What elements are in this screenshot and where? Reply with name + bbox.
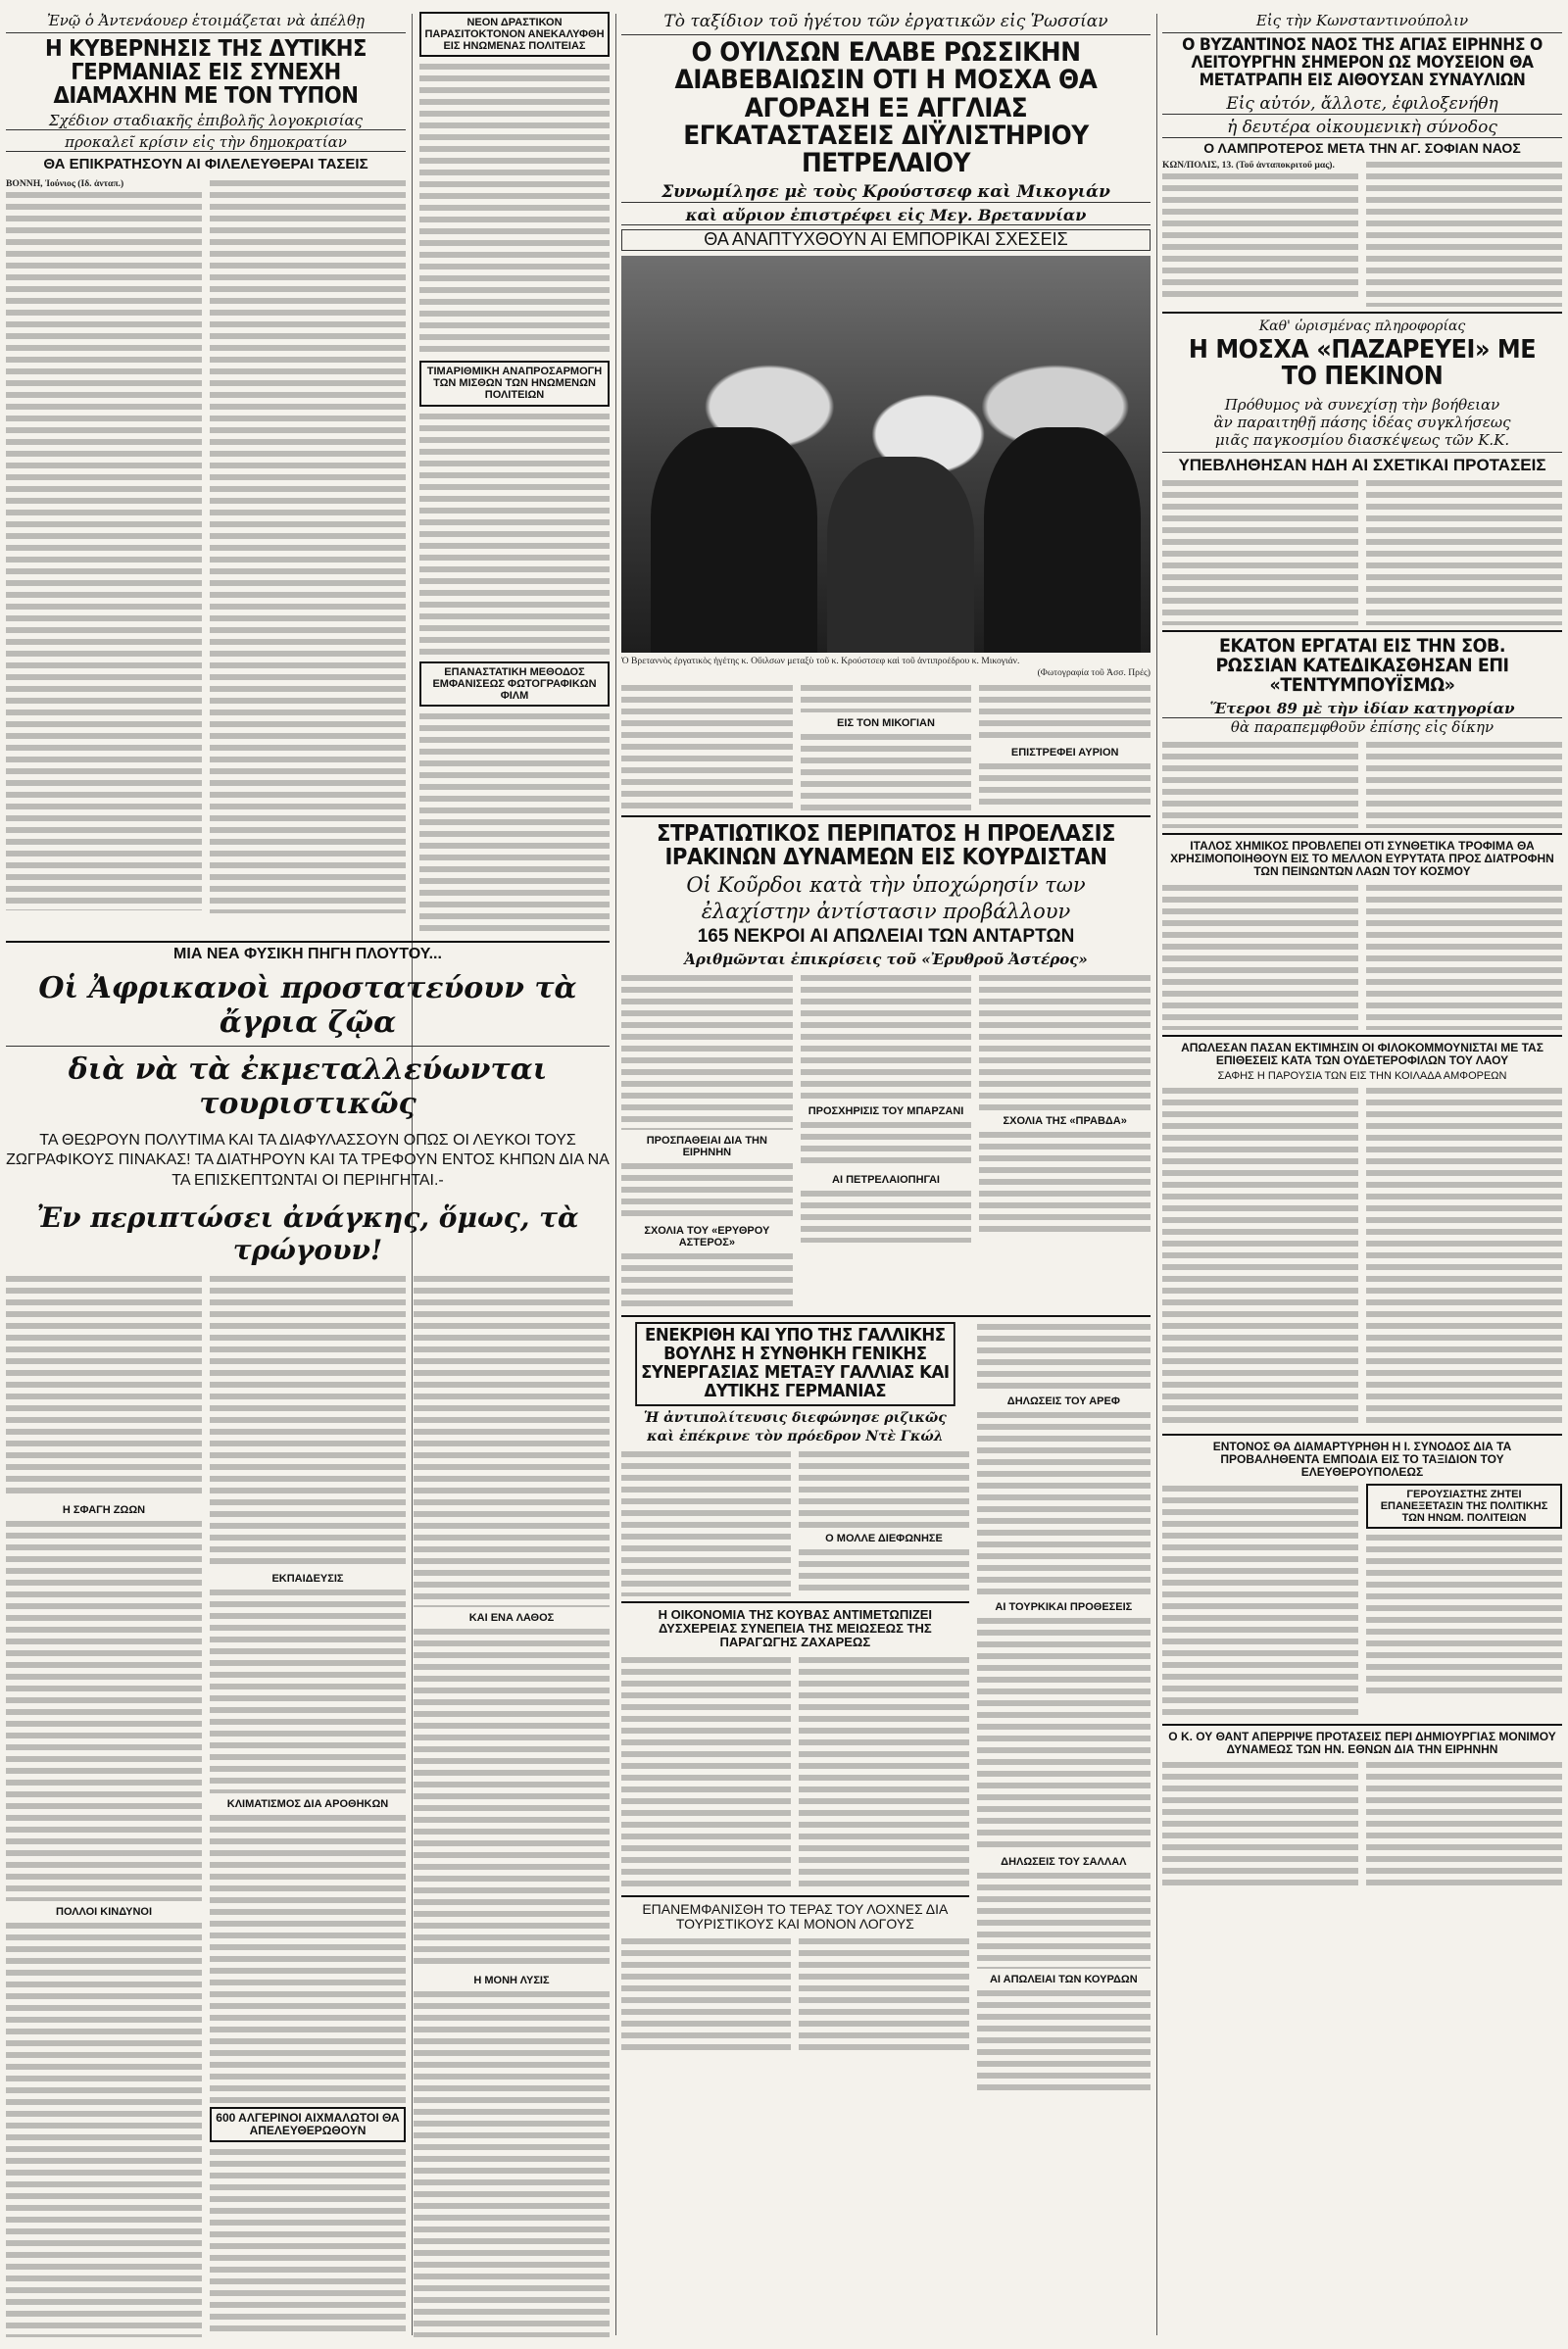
column-rule bbox=[615, 14, 616, 2335]
article-text bbox=[799, 1449, 968, 1528]
article-text bbox=[799, 1655, 968, 1890]
article-text bbox=[1162, 1484, 1358, 1719]
subheadline: ἐλαχίστην ἀντίστασιν προβάλλουν bbox=[701, 900, 1071, 924]
africa-article bbox=[6, 941, 610, 2337]
headline: ΕΝΕΚΡΙΘΗ ΚΑΙ ΥΠΟ ΤΗΣ ΓΑΛΛΙΚΗΣ ΒΟΥΛΗΣ Η ΣΥΝΘΗΚΗ ΓΕΝΙΚΗΣ ΣΥΝΕΡΓΑΣΙΑΣ ΜΕΤΑΞΥ ΓΑΛΛΙΑΣ ΚΑΙ ΔΥΤΙΚΗΣ ΓΕΡΜΑΝΙΑΣ bbox=[635, 1322, 955, 1406]
brief-headline: 600 ΑΛΓΕΡΙΝΟΙ ΑΙΧΜΑΛΩΤΟΙ ΘΑ ΑΠΕΛΕΥΘΕΡΩΘΟΥΝ bbox=[216, 2110, 400, 2138]
article-text bbox=[799, 1936, 968, 2054]
headline: διὰ νὰ τὰ ἐκμεταλλεύωνται τουριστικῶς bbox=[68, 1052, 548, 1121]
headline: ΣΤΡΑΤΙΩΤΙΚΟΣ ΠΕΡΙΠΑΤΟΣ Η ΠΡΟΕΛΑΣΙΣ ΙΡΑΚΙΝΩΝ ΔΥΝΑΜΕΩΝ ΕΙΣ ΚΟΥΡΔΙΣΤΑΝ bbox=[656, 820, 1116, 871]
brief-headline: ΓΕΡΟΥΣΙΑΣΤΗΣ ΖΗΤΕΙ ΕΠΑΝΕΞΕΤΑΣΙΝ ΤΗΣ ΠΟΛΙΤΙΚΗΣ ΤΩΝ ΗΝΩΜ. ΠΟΛΙΤΕΙΩΝ bbox=[1380, 1488, 1548, 1524]
brief-box bbox=[419, 12, 610, 57]
subheadline: ΣΑΦΗΣ Η ΠΑΡΟΥΣΙΑ ΤΩΝ ΕΙΣ ΤΗΝ ΚΟΙΛΑΔΑ ΑΜΦΟΡΕΩΝ bbox=[1217, 1069, 1507, 1082]
section-subhead: ΠΟΛΛΟΙ ΚΙΝΔΥΝΟΙ bbox=[56, 1905, 152, 1918]
article-text bbox=[414, 1989, 610, 2337]
article-text bbox=[6, 1921, 202, 2337]
section-subhead: ΣΧΟΛΙΑ ΤΟΥ «ΕΡΥΘΡΟΥ ΑΣΤΕΡΟΣ» bbox=[644, 1225, 770, 1249]
dateline: ΒΟΝΝΗ, Ἰούνιος (Ιδ. ἀνταπ.) bbox=[6, 177, 124, 189]
article-text bbox=[977, 1410, 1151, 1596]
article-text bbox=[1366, 883, 1562, 1030]
article-text bbox=[801, 973, 972, 1101]
headline: Η ΟΙΚΟΝΟΜΙΑ ΤΗΣ ΚΟΥΒΑΣ ΑΝΤΙΜΕΤΩΠΙΖΕΙ ΔΥΣΧΕΡΕΙΑΣ ΣΥΝΕΠΕΙΑ ΤΗΣ ΜΕΙΩΣΕΩΣ ΤΗΣ ΠΑΡΑΓΩΓΗΣ ΖΑΧΑΡΕΩΣ bbox=[658, 1606, 933, 1650]
headline: Ο Κ. ΟΥ ΘΑΝΤ ΑΠΕΡΡΙΨΕ ΠΡΟΤΑΣΕΙΣ ΠΕΡΙ ΔΗΜΙΟΥΡΓΙΑΣ ΜΟΝΙΜΟΥ ΔΥΝΑΜΕΩΣ ΤΩΝ ΗΝ. ΕΘΝΩΝ ΔΙΑ ΤΗΝ ΕΙΡΗΝΗΝ bbox=[1168, 1729, 1556, 1756]
article-text bbox=[801, 683, 972, 712]
section-subhead: ΑΙ ΤΟΥΡΚΙΚΑΙ ΠΡΟΘΕΣΕΙΣ bbox=[995, 1601, 1133, 1614]
strapline: ΜΙΑ ΝΕΑ ΦΥΣΙΚΗ ΠΗΓΗ ΠΛΟΥΤΟΥ... bbox=[6, 941, 610, 963]
section-subhead: ΚΑΙ ΕΝΑ ΛΑΘΟΣ bbox=[468, 1611, 555, 1624]
article-text bbox=[801, 732, 972, 810]
headline: ΕΝΤΟΝΟΣ ΘΑ ΔΙΑΜΑΡΤΥΡΗΘΗ Η Ι. ΣΥΝΟΔΟΣ ΔΙΑ ΤΑ ΠΡΟΒΑΛΗΘΕΝΤΑ ΕΜΠΟΔΙΑ ΕΙΣ ΤΟ ΤΑΞΙΔΙΟΝ ΤΟΥ ΕΛΕΥΘΕΡΟΥΠΟΛΕΩΣ bbox=[1212, 1440, 1512, 1480]
section-subhead: ΠΡΟΣΧΗΡΙΣΙΣ ΤΟΥ ΜΠΑΡΖΑΝΙ bbox=[808, 1105, 964, 1118]
article-text bbox=[621, 1449, 791, 1596]
subheadline: 165 ΝΕΚΡΟΙ ΑΙ ΑΠΩΛΕΙΑΙ ΤΩΝ ΑΝΤΑΡΤΩΝ bbox=[697, 926, 1075, 948]
section-subhead: ΕΠΙΣΤΡΕΦΕΙ ΑΥΡΙΟΝ bbox=[1010, 746, 1119, 759]
section-subhead: Η ΣΦΑΓΗ ΖΩΩΝ bbox=[62, 1503, 146, 1516]
subheadline: Ο ΛΑΜΠΡΟΤΕΡΟΣ ΜΕΤΑ ΤΗΝ ΑΓ. ΣΟΦΙΑΝ ΝΑΟΣ bbox=[1203, 139, 1521, 156]
article-text bbox=[979, 1130, 1151, 1238]
article-text bbox=[1366, 160, 1562, 307]
subheadline: Εἰς αὐτόν, ἄλλοτε, ἐφιλοξενήθη bbox=[1162, 94, 1562, 115]
article-text bbox=[414, 1627, 610, 1970]
subheadline: Συνωμίλησε μὲ τοὺς Κρούστσεφ καὶ Μικογιάν bbox=[621, 182, 1151, 203]
section-subhead: ΠΡΟΣΠΑΘΕΙΑΙ ΔΙΑ ΤΗΝ ΕΙΡΗΝΗΝ bbox=[646, 1135, 767, 1159]
article-text bbox=[6, 1519, 202, 1901]
article-text bbox=[801, 1189, 972, 1243]
kicker: Καθ' ὡρισμένας πληροφορίας bbox=[1258, 318, 1466, 334]
article-text bbox=[210, 178, 406, 913]
deck: ΤΑ ΘΕΩΡΟΥΝ ΠΟΛΥΤΙΜΑ ΚΑΙ ΤΑ ΔΙΑΦΥΛΑΣΣΟΥΝ ΟΠΩΣ ΟΙ ΛΕΥΚΟΙ ΤΟΥΣ ΖΩΓΡΑΦΙΚΟΥΣ ΠΙΝΑΚΑΣ! ΤΑ ΔΙΑΤΗΡΟΥΝ ΚΑΙ ΤΑ ΤΡΕΦΟΥΝ ΕΝΤΟΣ ΚΗΠΩΝ ΔΙΑ ΝΑ ΤΑ ΕΠΙΣΚΕΠΤΩΝΤΑΙ ΟΙ ΠΕΡΙΗΓΗΤΑΙ.- bbox=[6, 1131, 610, 1190]
column-rule bbox=[1156, 14, 1157, 2335]
article-text bbox=[979, 973, 1151, 1110]
germany-article bbox=[6, 12, 406, 938]
article-text bbox=[210, 2147, 406, 2337]
dateline: ΚΩΝ/ΠΟΛΙΣ, 13. (Τοῦ ἀνταποκριτοῦ μας). bbox=[1162, 159, 1335, 171]
headline: ΕΚΑΤΟΝ ΕΡΓΑΤΑΙ ΕΙΣ ΤΗΝ ΣΟΒ. ΡΩΣΣΙΑΝ ΚΑΤΕΔΙΚΑΣΘΗΣΑΝ ΕΠΙ «ΤΕΝΤΥΜΠΟΥΪΣΜΩ» bbox=[1215, 635, 1509, 697]
headline: Οἱ Ἀφρικανοὶ προστατεύουν τὰ ἄγρια ζῷα bbox=[6, 971, 610, 1047]
article-text bbox=[977, 1988, 1151, 2091]
section-subhead: ΣΧΟΛΙΑ ΤΗΣ «ΠΡΑΒΔΑ» bbox=[1003, 1115, 1127, 1128]
subheadline: ΥΠΕΒΛΗΘΗΣΑΝ ΗΔΗ ΑΙ ΣΧΕΤΙΚΑΙ ΠΡΟΤΑΣΕΙΣ bbox=[1178, 455, 1546, 474]
brief-box bbox=[419, 361, 610, 406]
subheadline: ἡ δευτέρα οἰκουμενικὴ σύνοδος bbox=[1162, 118, 1562, 138]
section-subhead: ΚΛΙΜΑΤΙΣΜΟΣ ΔΙΑ ΑΡΟΘΗΚΩΝ bbox=[226, 1797, 389, 1810]
headline: ΕΠΑΝΕΜΦΑΝΙΣΘΗ ΤΟ ΤΕΡΑΣ ΤΟΥ ΛΟΧΝΕΣ ΔΙΑ ΤΟΥΡΙΣΤΙΚΟΥΣ ΚΑΙ ΜΟΝΟΝ ΛΟΓΟΥΣ bbox=[642, 1900, 949, 1932]
center-section bbox=[621, 12, 1151, 2337]
news-photo bbox=[621, 256, 1151, 653]
photo-credit: (Φωτογραφία τοῦ Ἀσσ. Πρές) bbox=[1037, 666, 1151, 678]
subheadline: Ἀριθμῶνται ἐπικρίσεις τοῦ «Ἐρυθροῦ Ἀστέρος» bbox=[684, 951, 1088, 969]
article-text bbox=[621, 1161, 793, 1220]
kicker: Εἰς τὴν Κωνσταντινούπολιν bbox=[1162, 12, 1562, 33]
article-text bbox=[1162, 478, 1358, 625]
subheadline: μιᾶς παγκοσμίου διασκέψεως τῶν Κ.Κ. bbox=[1162, 431, 1562, 453]
article-text bbox=[977, 1871, 1151, 1969]
section-subhead: ΔΗΛΩΣΕΙΣ ΤΟΥ ΑΡΕΦ bbox=[1006, 1395, 1120, 1408]
article-text bbox=[6, 190, 202, 910]
article-text bbox=[977, 1616, 1151, 1851]
headline: Ο ΟΥΙΛΣΩΝ ΕΛΑΒΕ ΡΩΣΣΙΚΗΝ ΔΙΑΒΕΒΑΙΩΣΙΝ ΟΤΙ Η ΜΟΣΧΑ ΘΑ ΑΓΟΡΑΣΗ ΕΞ ΑΓΓΛΙΑΣ ΕΓΚΑΤΑΣΤΑΣΕΙΣ ΔΙΫΛΙΣΤΗΡΙΟΥ ΠΕΤΡΕΛΑΙΟΥ bbox=[674, 37, 1098, 179]
brief-box bbox=[210, 2107, 406, 2142]
article-text bbox=[1162, 883, 1358, 1030]
article-text bbox=[1366, 740, 1562, 828]
subheadline: ΘΑ ΑΝΑΠΤΥΧΘΟΥΝ ΑΙ ΕΜΠΟΡΙΚΑΙ ΣΧΕΣΕΙΣ bbox=[621, 229, 1151, 251]
article-text bbox=[210, 1274, 406, 1568]
article-text bbox=[1162, 740, 1358, 828]
article-text bbox=[621, 1251, 793, 1310]
subheadline: Πρόθυμος νὰ συνεχίσῃ τὴν βοήθειαν bbox=[1224, 395, 1500, 414]
kicker: Ἐνῷ ὁ Ἀντενάουερ ἑτοιμάζεται νὰ ἀπέλθῃ bbox=[6, 12, 406, 33]
section-heading: ΘΑ ΕΠΙΚΡΑΤΗΣΟΥΝ ΑΙ ΦΙΛΕΛΕΥΘΕΡΑΙ ΤΑΣΕΙΣ bbox=[43, 156, 368, 173]
right-column bbox=[1162, 12, 1562, 2337]
article-text bbox=[210, 1588, 406, 1793]
article-text bbox=[979, 761, 1151, 810]
brief-headline: ΕΠΑΝΑΣΤΑΤΙΚΗ ΜΕΘΟΔΟΣ ΕΜΦΑΝΙΣΕΩΣ ΦΩΤΟΓΡΑΦΙΚΩΝ ΦΙΛΜ bbox=[432, 665, 597, 702]
headline: Ο ΒΥΖΑΝΤΙΝΟΣ ΝΑΟΣ ΤΗΣ ΑΓΙΑΣ ΕΙΡΗΝΗΣ Ο ΛΕΙΤΟΥΡΓΗΝ ΣΗΜΕΡΟΝ ΩΣ ΜΟΥΣΕΙΟΝ ΘΑ ΜΕΤΑΤΡΑΠΗ ΕΙΣ ΑΙΘΟΥΣΑΝ ΣΥΝΑΥΛΙΩΝ bbox=[1182, 35, 1543, 90]
article-text bbox=[1366, 478, 1562, 625]
article-text bbox=[1162, 171, 1358, 299]
brief-box bbox=[1366, 1484, 1562, 1529]
section-subhead: Ο ΜΟΛΛΕ ΔΙΕΦΩΝΗΣΕ bbox=[825, 1532, 943, 1544]
headline: Ἐν περιπτώσει ἀνάγκης, ὅμως, τὰ τρώγουν! bbox=[36, 1200, 579, 1266]
article-text bbox=[1162, 1760, 1358, 1887]
article-text bbox=[799, 1547, 968, 1596]
subheadline: προκαλεῖ κρίσιν εἰς τὴν δημοκρατίαν bbox=[6, 133, 406, 152]
section-subhead: ΑΙ ΠΕΤΡΕΛΑΙΟΠΗΓΑΙ bbox=[832, 1174, 940, 1187]
section-subhead: ΕΙΣ ΤΟΝ ΜΙΚΟΓΙΑΝ bbox=[837, 716, 935, 729]
subheadline: θὰ παραπεμφθοῦν ἐπίσης εἰς δίκην bbox=[1162, 717, 1562, 736]
subheadline: καὶ ἐπέκρινε τὸν πρόεδρον Ντὲ Γκώλ bbox=[647, 1428, 944, 1444]
article-text bbox=[419, 412, 610, 657]
article-text bbox=[1366, 1533, 1562, 1699]
headline: Η ΜΟΣΧΑ «ΠΑΖΑΡΕΥΕΙ» ΜΕ ΤΟ ΠΕΚΙΝΟΝ bbox=[1188, 334, 1537, 392]
article-text bbox=[6, 1274, 202, 1499]
section-subhead: ΑΙ ΑΠΩΛΕΙΑΙ ΤΩΝ ΚΟΥΡΔΩΝ bbox=[989, 1974, 1138, 1986]
article-text bbox=[210, 1813, 406, 2107]
article-text bbox=[414, 1274, 610, 1607]
brief-box bbox=[419, 661, 610, 707]
brief-headline: ΝΕΟΝ ΔΡΑΣΤΙΚΟΝ ΠΑΡΑΣΙΤΟΚΤΟΝΟΝ ΑΝΕΚΑΛΥΦΘΗ ΕΙΣ ΗΝΩΜΕΝΑΣ ΠΟΛΙΤΕΙΑΣ bbox=[424, 17, 605, 53]
article-text bbox=[977, 1322, 1151, 1391]
subheadline: ἂν παραιτηθῇ πάσης ἰδέας συγκλήσεως bbox=[1213, 413, 1511, 431]
section-subhead: ΕΚΠΑΙΔΕΥΣΙΣ bbox=[271, 1572, 344, 1585]
subheadline: καὶ αὔριον ἐπιστρέφει εἰς Μεγ. Βρεταννίαν bbox=[621, 206, 1151, 225]
kicker: Τὸ ταξίδιον τοῦ ἡγέτου τῶν ἐργατικῶν εἰς Ῥωσσίαν bbox=[621, 12, 1151, 35]
article-text bbox=[801, 1120, 972, 1169]
headline: Η ΚΥΒΕΡΝΗΣΙΣ ΤΗΣ ΔΥΤΙΚΗΣ ΓΕΡΜΑΝΙΑΣ ΕΙΣ ΣΥΝΕΧΗ ΔΙΑΜΑΧΗΝ ΜΕ ΤΟΝ ΤΥΠΟΝ bbox=[45, 36, 367, 110]
article-text bbox=[621, 683, 793, 810]
article-text bbox=[419, 62, 610, 356]
subheadline: Οἱ Κοῦρδοι κατὰ τὴν ὑποχώρησίν των bbox=[686, 873, 1086, 898]
article-text bbox=[1162, 1086, 1358, 1429]
brief-headline: ΤΙΜΑΡΙΘΜΙΚΗ ΑΝΑΠΡΟΣΑΡΜΟΓΗ ΤΩΝ ΜΙΣΘΩΝ ΤΩΝ ΗΝΩΜΕΝΩΝ ΠΟΛΙΤΕΙΩΝ bbox=[426, 366, 603, 402]
briefs-column bbox=[419, 12, 610, 938]
subheadline: Ἕτεροι 89 μὲ τὴν ἰδίαν κατηγορίαν bbox=[1209, 700, 1515, 718]
article-text bbox=[621, 1936, 791, 2054]
section-subhead: ΔΗΛΩΣΕΙΣ ΤΟΥ ΣΑΛΛΑΛ bbox=[1001, 1856, 1127, 1869]
section-subhead: Η ΜΟΝΗ ΛΥΣΙΣ bbox=[473, 1974, 550, 1986]
subheadline: Ἡ ἀντιπολίτευσις διεφώνησε ριζικῶς bbox=[643, 1409, 947, 1426]
subheadline: Σχέδιον σταδιακῆς ἐπιβολῆς λογοκρισίας bbox=[6, 112, 406, 130]
article-text bbox=[621, 973, 793, 1130]
headline: ΙΤΑΛΟΣ ΧΗΜΙΚΟΣ ΠΡΟΒΛΕΠΕΙ ΟΤΙ ΣΥΝΘΕΤΙΚΑ ΤΡΟΦΙΜΑ ΘΑ ΧΡΗΣΙΜΟΠΟΙΗΘΟΥΝ ΕΙΣ ΤΟ ΜΕΛΛΟΝ ΕΥΡΥΤΑΤΑ ΠΡΟΣ ΔΙΑΤΡΟΦΗΝ ΤΩΝ ΠΕΙΝΩΝΤΩΝ ΛΑΩΝ ΤΟΥ ΚΟΣΜΟΥ bbox=[1170, 839, 1554, 879]
article-text bbox=[1366, 1086, 1562, 1429]
article-text bbox=[979, 683, 1151, 742]
photo-caption: Ὁ Βρεταννὸς ἐργατικὸς ἡγέτης κ. Οὔιλσων μεταξὺ τοῦ κ. Κρούστσεφ καὶ τοῦ ἀντιπροέδρου κ. Μικογιάν. bbox=[621, 655, 1020, 666]
article-text bbox=[621, 1655, 791, 1890]
article-text bbox=[1366, 1760, 1562, 1887]
article-text bbox=[419, 711, 610, 932]
headline: ΑΠΩΛΕΣΑΝ ΠΑΣΑΝ ΕΚΤΙΜΗΣΙΝ ΟΙ ΦΙΛΟΚΟΜΜΟΥΝΙΣΤΑΙ ΜΕ ΤΑΣ ΕΠΙΘΕΣΕΙΣ ΚΑΤΑ ΤΩΝ ΟΥΔΕΤΕΡΟΦΙΛΩΝ ΤΟΥ ΛΑΟΥ bbox=[1181, 1040, 1544, 1067]
